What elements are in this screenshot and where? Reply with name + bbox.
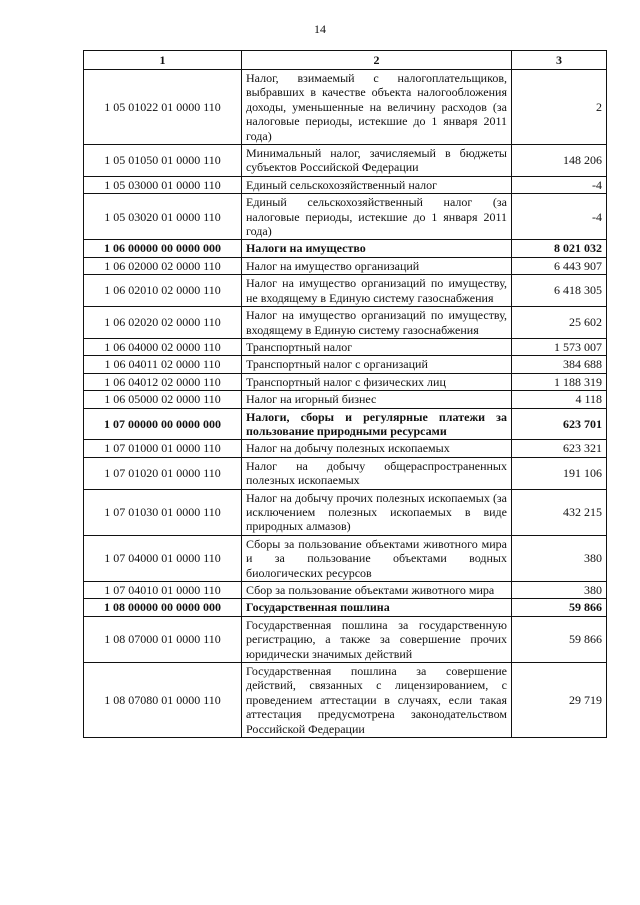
row-name-cell: Минимальный налог, зачисляемый в бюджеты субъектов Российской Федерации bbox=[242, 145, 512, 177]
row-name-cell: Транспортный налог с физических лиц bbox=[242, 373, 512, 390]
table-row bbox=[84, 457, 607, 489]
table-row bbox=[84, 535, 607, 581]
row-code-cell: 1 07 01000 01 0000 110 bbox=[84, 440, 242, 457]
row-amount-cell: 1 573 007 bbox=[512, 338, 607, 355]
table-row bbox=[84, 408, 607, 440]
table-row bbox=[84, 599, 607, 616]
row-amount-cell: 148 206 bbox=[512, 145, 607, 177]
row-amount-cell: 4 118 bbox=[512, 391, 607, 408]
row-name-cell: Транспортный налог с организаций bbox=[242, 356, 512, 373]
table-row bbox=[84, 440, 607, 457]
row-code-cell: 1 08 00000 00 0000 000 bbox=[84, 599, 242, 616]
row-code-cell: 1 06 04012 02 0000 110 bbox=[84, 373, 242, 390]
row-amount-cell: 29 719 bbox=[512, 663, 607, 738]
table-row bbox=[84, 391, 607, 408]
row-amount-cell: -4 bbox=[512, 176, 607, 193]
row-amount-cell: 59 866 bbox=[512, 616, 607, 662]
table-row bbox=[84, 338, 607, 355]
row-code-cell: 1 07 00000 00 0000 000 bbox=[84, 408, 242, 440]
row-name-cell: Налог на имущество организаций по имуществу, не входящему в Единую систему газоснабжения bbox=[242, 275, 512, 307]
row-name-cell: Единый сельскохозяйственный налог bbox=[242, 176, 512, 193]
row-code-cell: 1 05 01022 01 0000 110 bbox=[84, 70, 242, 145]
row-amount-cell: 380 bbox=[512, 582, 607, 599]
row-amount-cell: 1 188 319 bbox=[512, 373, 607, 390]
row-code-cell: 1 05 01050 01 0000 110 bbox=[84, 145, 242, 177]
table-row bbox=[84, 489, 607, 535]
row-name-cell: Государственная пошлина bbox=[242, 599, 512, 616]
row-code-cell: 1 06 00000 00 0000 000 bbox=[84, 240, 242, 257]
row-code-cell: 1 06 02000 02 0000 110 bbox=[84, 257, 242, 274]
table-row bbox=[84, 194, 607, 240]
table-row bbox=[84, 176, 607, 193]
row-code-cell: 1 08 07000 01 0000 110 bbox=[84, 616, 242, 662]
row-code-cell: 1 06 02020 02 0000 110 bbox=[84, 307, 242, 339]
column-header-amount: 3 bbox=[512, 51, 607, 70]
table-row bbox=[84, 307, 607, 339]
table-row bbox=[84, 240, 607, 257]
table-row bbox=[84, 616, 607, 662]
row-amount-cell: 8 021 032 bbox=[512, 240, 607, 257]
page-number: 14 bbox=[314, 22, 326, 36]
row-amount-cell: 623 321 bbox=[512, 440, 607, 457]
row-amount-cell: 384 688 bbox=[512, 356, 607, 373]
row-name-cell: Налог на игорный бизнес bbox=[242, 391, 512, 408]
row-code-cell: 1 08 07080 01 0000 110 bbox=[84, 663, 242, 738]
table-row bbox=[84, 275, 607, 307]
row-amount-cell: 432 215 bbox=[512, 489, 607, 535]
row-amount-cell: 25 602 bbox=[512, 307, 607, 339]
row-code-cell: 1 07 01030 01 0000 110 bbox=[84, 489, 242, 535]
row-amount-cell: 2 bbox=[512, 70, 607, 145]
table-row bbox=[84, 582, 607, 599]
table-row bbox=[84, 663, 607, 738]
row-name-cell: Налог на имущество организаций bbox=[242, 257, 512, 274]
row-name-cell: Сборы за пользование объектами животного мира и за пользование объектами водных биологических ресурсов bbox=[242, 535, 512, 581]
row-code-cell: 1 07 04000 01 0000 110 bbox=[84, 535, 242, 581]
row-name-cell: Государственная пошлина за государственную регистрацию, а также за совершение прочих юридически значимых действий bbox=[242, 616, 512, 662]
table-header-row bbox=[84, 51, 607, 70]
table-row bbox=[84, 70, 607, 145]
row-name-cell: Транспортный налог bbox=[242, 338, 512, 355]
column-header-name: 2 bbox=[242, 51, 512, 70]
table-row bbox=[84, 145, 607, 177]
table-row bbox=[84, 257, 607, 274]
row-name-cell: Сбор за пользование объектами животного мира bbox=[242, 582, 512, 599]
row-code-cell: 1 06 02010 02 0000 110 bbox=[84, 275, 242, 307]
row-name-cell: Налог на добычу общераспространенных полезных ископаемых bbox=[242, 457, 512, 489]
table-row bbox=[84, 356, 607, 373]
row-name-cell: Налог на имущество организаций по имуществу, входящему в Единую систему газоснабжения bbox=[242, 307, 512, 339]
column-header-code: 1 bbox=[84, 51, 242, 70]
row-amount-cell: 191 106 bbox=[512, 457, 607, 489]
row-code-cell: 1 05 03000 01 0000 110 bbox=[84, 176, 242, 193]
row-name-cell: Налоги, сборы и регулярные платежи за пользование природными ресурсами bbox=[242, 408, 512, 440]
row-amount-cell: 380 bbox=[512, 535, 607, 581]
row-name-cell: Налог на добычу прочих полезных ископаемых (за исключением полезных ископаемых в виде природных алмазов) bbox=[242, 489, 512, 535]
row-code-cell: 1 06 04000 02 0000 110 bbox=[84, 338, 242, 355]
row-name-cell: Единый сельскохозяйственный налог (за налоговые периоды, истекшие до 1 января 2011 года) bbox=[242, 194, 512, 240]
row-code-cell: 1 06 05000 02 0000 110 bbox=[84, 391, 242, 408]
row-code-cell: 1 07 01020 01 0000 110 bbox=[84, 457, 242, 489]
row-amount-cell: 6 443 907 bbox=[512, 257, 607, 274]
row-name-cell: Налог, взимаемый с налогоплательщиков, выбравших в качестве объекта налогообложения доходы, уменьшенные на величину расходов (за налоговые периоды, истекшие до 1 января 2011 года) bbox=[242, 70, 512, 145]
row-code-cell: 1 07 04010 01 0000 110 bbox=[84, 582, 242, 599]
row-amount-cell: -4 bbox=[512, 194, 607, 240]
row-code-cell: 1 05 03020 01 0000 110 bbox=[84, 194, 242, 240]
row-name-cell: Налоги на имущество bbox=[242, 240, 512, 257]
row-name-cell: Налог на добычу полезных ископаемых bbox=[242, 440, 512, 457]
row-code-cell: 1 06 04011 02 0000 110 bbox=[84, 356, 242, 373]
budget-revenue-table bbox=[83, 50, 607, 738]
table-row bbox=[84, 373, 607, 390]
row-amount-cell: 59 866 bbox=[512, 599, 607, 616]
row-amount-cell: 6 418 305 bbox=[512, 275, 607, 307]
row-amount-cell: 623 701 bbox=[512, 408, 607, 440]
row-name-cell: Государственная пошлина за совершение действий, связанных с лицензированием, с проведением аттестации в случаях, если такая аттестация предусмотрена законодательством Российской Федерации bbox=[242, 663, 512, 738]
